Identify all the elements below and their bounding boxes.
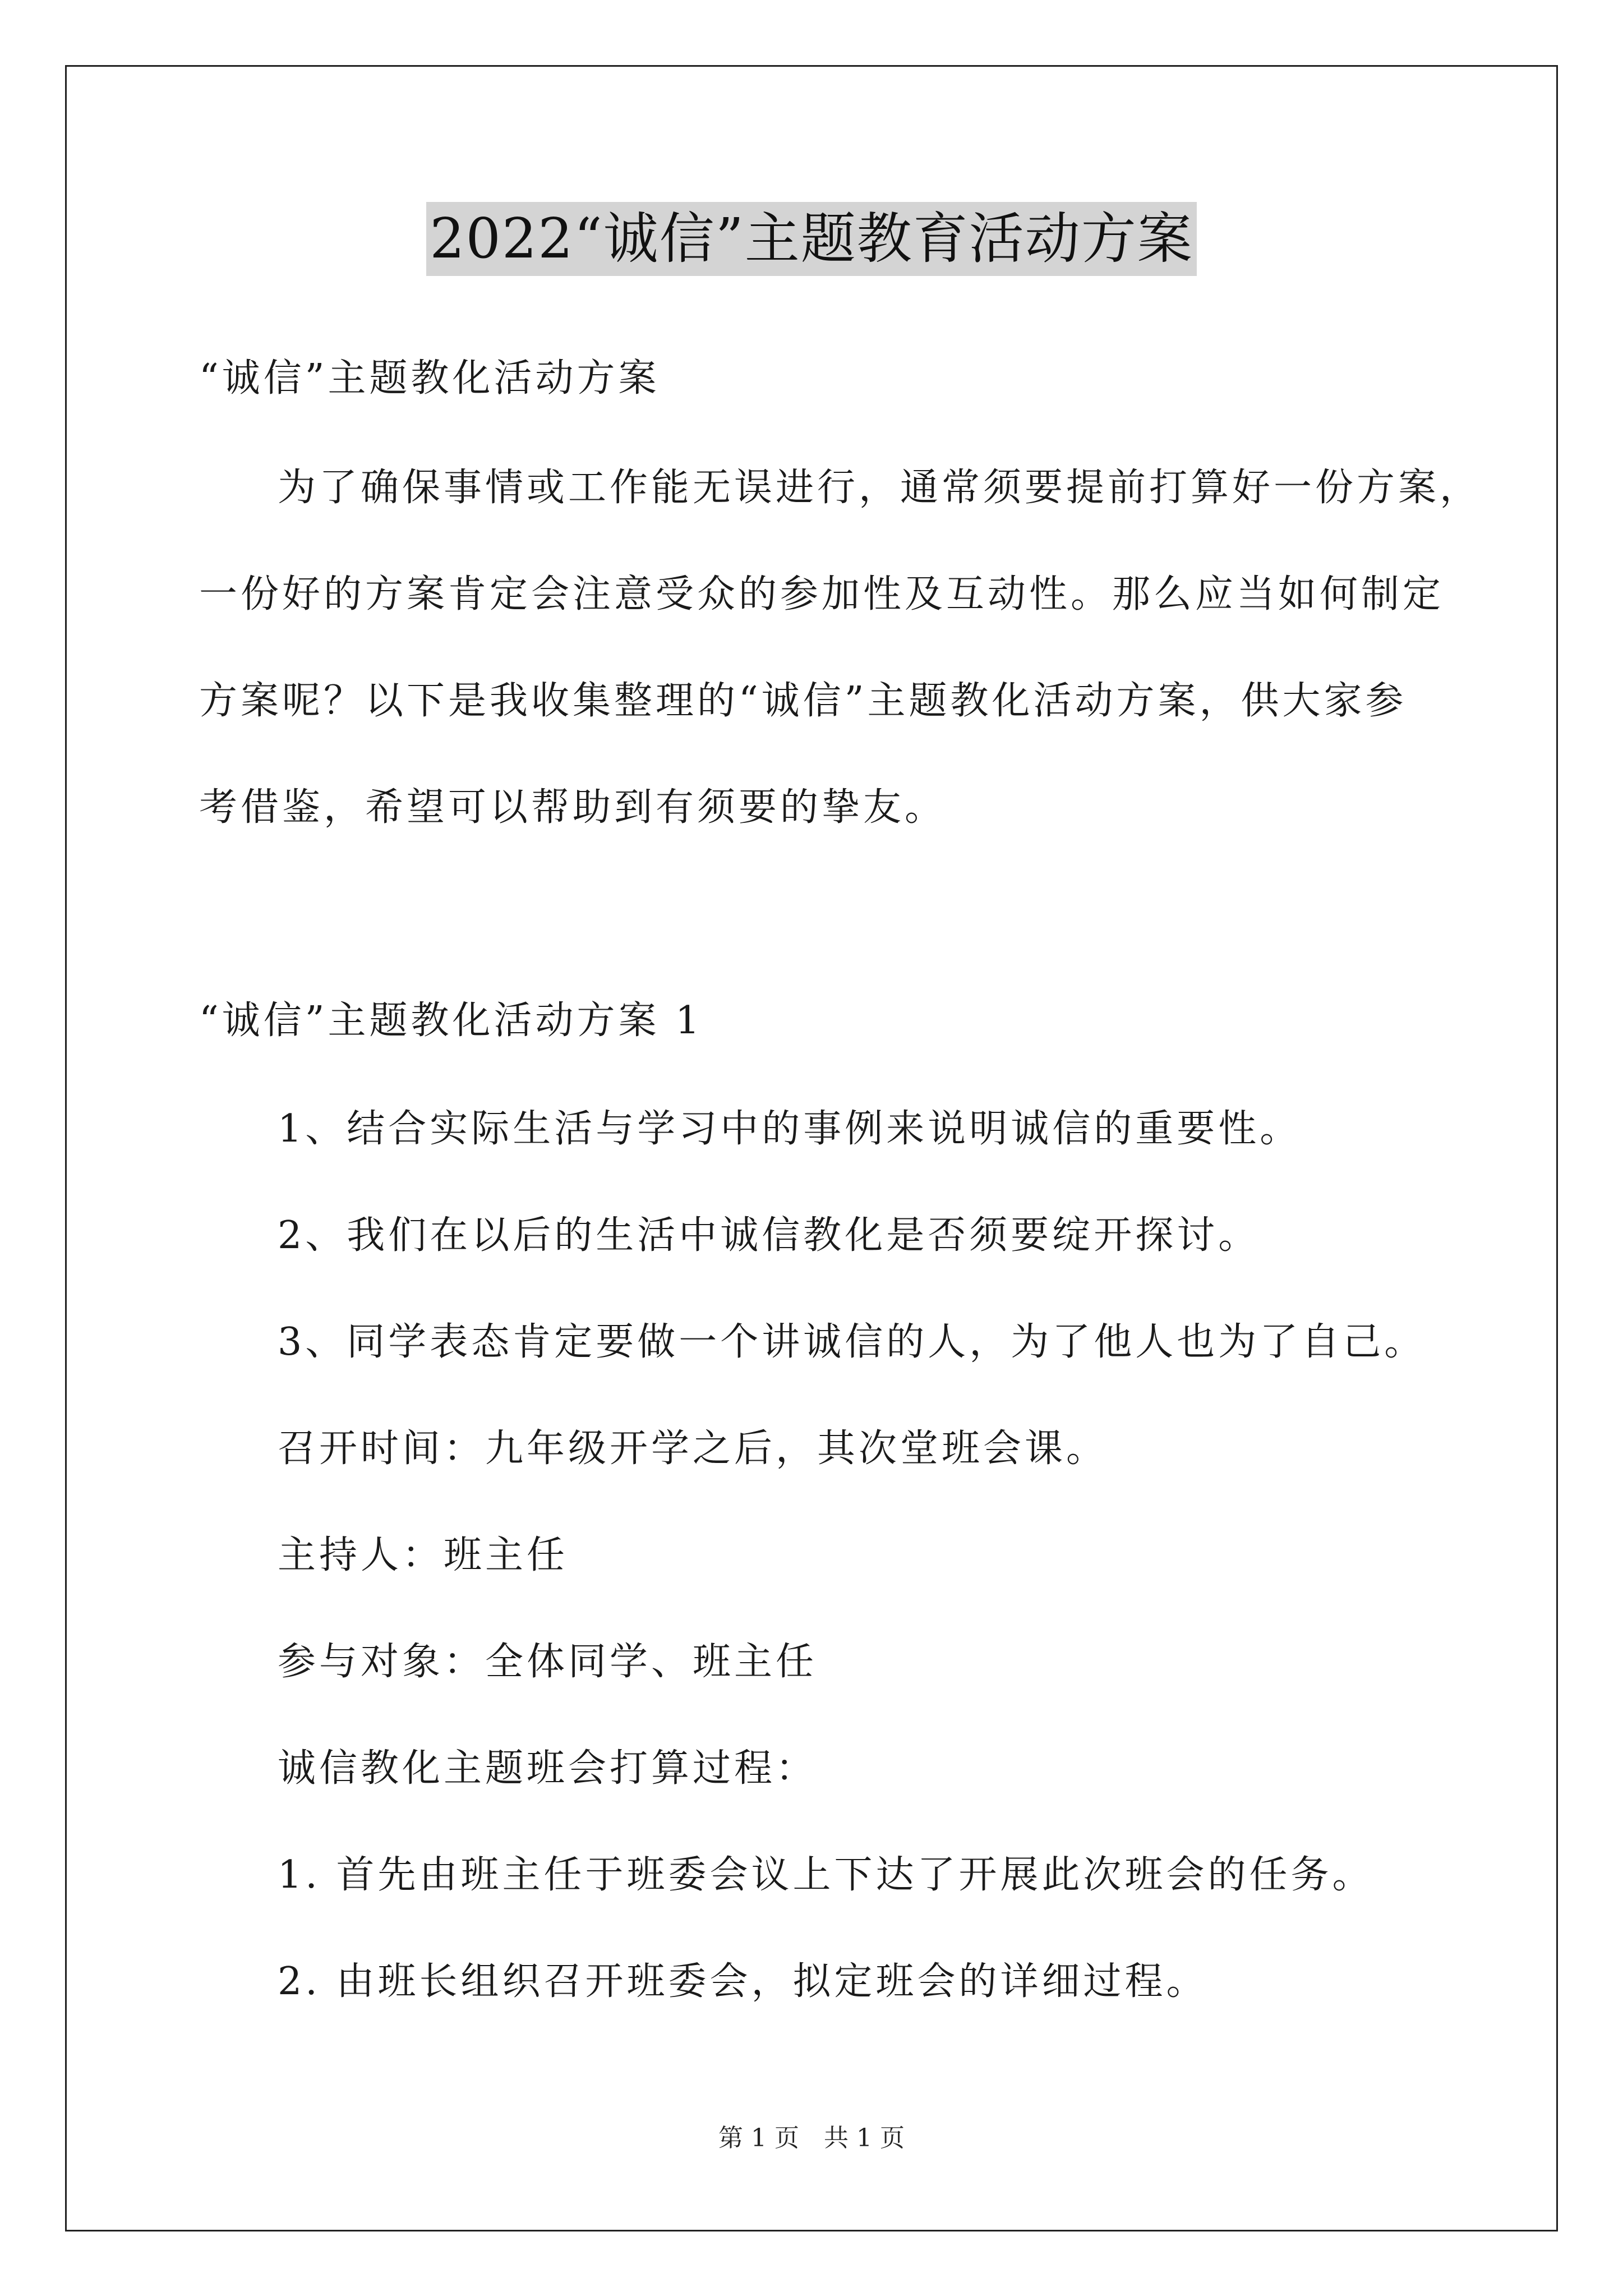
intro-line-2: 一份好的方案肯定会注意受众的参加性及互动性。那么应当如何制定	[199, 572, 1445, 616]
list-item: 主持人：班主任	[278, 1533, 569, 1577]
list-item: 2. 由班长组织召开班委会，拟定班会的详细过程。	[278, 1959, 1208, 2004]
list-item: 召开时间：九年级开学之后，其次堂班会课。	[278, 1427, 1108, 1471]
intro-line-1: 为了确保事情或工作能无误进行，通常须要提前打算好一份方案，	[278, 466, 1482, 510]
document-title: 2022“诚信”主题教育活动方案	[426, 202, 1197, 276]
list-item: 1. 首先由班主任于班委会议上下达了开展此次班会的任务。	[278, 1853, 1374, 1897]
title-container	[0, 202, 1623, 276]
list-item: 诚信教化主题班会打算过程：	[278, 1746, 818, 1791]
list-item: 2、我们在以后的生活中诚信教化是否须要绽开探讨。	[278, 1213, 1260, 1258]
list-item: 3、同学表态肯定要做一个讲诚信的人，为了他人也为了自己。	[278, 1320, 1426, 1364]
subtitle: “诚信”主题教化活动方案	[199, 356, 660, 401]
list-item: 1、结合实际生活与学习中的事例来说明诚信的重要性。	[278, 1107, 1302, 1151]
list-item: 参与对象：全体同学、班主任	[278, 1640, 818, 1684]
intro-line-3: 方案呢？以下是我收集整理的“诚信”主题教化活动方案，供大家参	[199, 679, 1407, 723]
page-footer: 第 1 页 共 1 页	[718, 2124, 905, 2152]
section-heading: “诚信”主题教化活动方案 1	[199, 999, 703, 1043]
intro-line-4: 考借鉴，希望可以帮助到有须要的挚友。	[199, 785, 947, 830]
